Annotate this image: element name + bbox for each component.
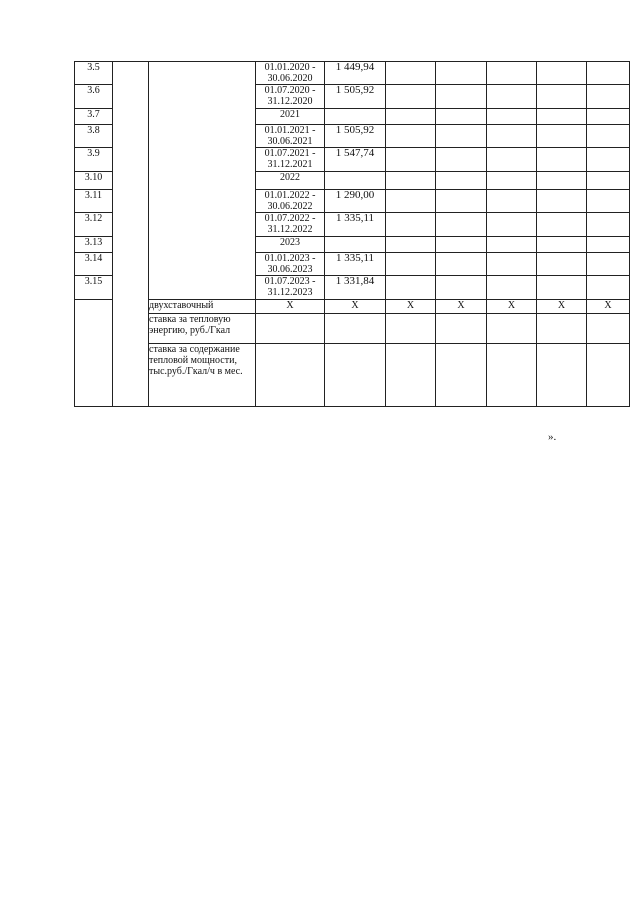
period-cell: 01.01.2020 - 30.06.2020	[256, 62, 325, 85]
x-mark-cell: X	[436, 300, 487, 314]
tariff-value-cell: 1 335,11	[325, 213, 386, 237]
empty-cell	[436, 172, 487, 190]
period-cell: 01.07.2021 - 31.12.2021	[256, 148, 325, 172]
empty-cell	[386, 213, 436, 237]
empty-cell	[587, 85, 630, 109]
row-number: 3.7	[75, 109, 113, 125]
empty-cell	[537, 344, 587, 407]
empty-cell	[436, 148, 487, 172]
empty-cell	[537, 253, 587, 276]
blank-cell	[149, 62, 256, 300]
closing-quote-mark: ».	[548, 431, 557, 443]
empty-cell	[587, 190, 630, 213]
capacity-rate-label: ставка за содержание тепловой мощности, тыс.руб./Гкал/ч в мес.	[149, 344, 256, 407]
x-mark-cell: X	[587, 300, 630, 314]
empty-cell	[587, 172, 630, 190]
empty-cell	[537, 85, 587, 109]
empty-cell	[487, 148, 537, 172]
row-number: 3.5	[75, 62, 113, 85]
empty-cell	[537, 62, 587, 85]
tariff-value-cell: 1 331,84	[325, 276, 386, 300]
x-mark-cell: X	[386, 300, 436, 314]
empty-cell	[436, 213, 487, 237]
empty-cell	[386, 253, 436, 276]
empty-cell	[436, 253, 487, 276]
tariff-value-cell	[325, 109, 386, 125]
empty-cell	[487, 190, 537, 213]
empty-cell	[537, 125, 587, 148]
empty-cell	[436, 109, 487, 125]
empty-cell	[386, 237, 436, 253]
empty-cell	[487, 314, 537, 344]
empty-cell	[386, 344, 436, 407]
empty-cell	[386, 85, 436, 109]
tariff-table-body	[75, 62, 630, 407]
row-number: 3.14	[75, 253, 113, 276]
empty-cell	[537, 237, 587, 253]
x-mark-cell: X	[487, 300, 537, 314]
x-mark-cell: X	[256, 300, 325, 314]
empty-cell	[436, 344, 487, 407]
empty-cell	[537, 109, 587, 125]
period-cell: 01.07.2022 - 31.12.2022	[256, 213, 325, 237]
empty-cell	[386, 125, 436, 148]
empty-cell	[487, 237, 537, 253]
tariff-value-cell	[325, 237, 386, 253]
row-number: 3.13	[75, 237, 113, 253]
empty-cell	[587, 344, 630, 407]
empty-cell	[587, 276, 630, 300]
table-row-energy-rate	[75, 314, 630, 344]
period-cell: 01.07.2023 - 31.12.2023	[256, 276, 325, 300]
two-part-label: двухставочный	[149, 300, 256, 314]
empty-cell	[436, 85, 487, 109]
empty-cell	[587, 148, 630, 172]
empty-cell	[325, 344, 386, 407]
empty-cell	[537, 148, 587, 172]
tariff-value-cell: 1 505,92	[325, 125, 386, 148]
period-cell: 2022	[256, 172, 325, 190]
row-number: 3.10	[75, 172, 113, 190]
row-number: 3.6	[75, 85, 113, 109]
empty-cell	[487, 62, 537, 85]
period-cell: 01.01.2022 - 30.06.2022	[256, 190, 325, 213]
empty-cell	[436, 237, 487, 253]
empty-cell	[436, 276, 487, 300]
empty-cell	[587, 125, 630, 148]
row-number: 3.15	[75, 276, 113, 300]
empty-cell	[386, 148, 436, 172]
tariff-value-cell	[325, 172, 386, 190]
empty-cell	[386, 276, 436, 300]
empty-cell	[436, 314, 487, 344]
empty-cell	[386, 190, 436, 213]
empty-cell	[537, 314, 587, 344]
empty-cell	[436, 62, 487, 85]
empty-cell	[537, 190, 587, 213]
empty-cell	[587, 109, 630, 125]
table-row	[75, 62, 630, 85]
x-mark-cell: X	[325, 300, 386, 314]
empty-cell	[487, 172, 537, 190]
empty-cell	[487, 253, 537, 276]
tariff-value-cell: 1 335,11	[325, 253, 386, 276]
empty-cell	[587, 237, 630, 253]
tariff-value-cell: 1 449,94	[325, 62, 386, 85]
row-number: 3.8	[75, 125, 113, 148]
empty-cell	[386, 109, 436, 125]
row-number: 3.9	[75, 148, 113, 172]
empty-cell	[487, 276, 537, 300]
tariff-value-cell: 1 505,92	[325, 85, 386, 109]
empty-cell	[386, 62, 436, 85]
empty-cell	[587, 314, 630, 344]
empty-cell	[487, 85, 537, 109]
empty-cell	[487, 213, 537, 237]
row-number: 3.12	[75, 213, 113, 237]
energy-rate-label: ставка за тепловую энергию, руб./Гкал	[149, 314, 256, 344]
x-mark-cell: X	[537, 300, 587, 314]
period-cell: 01.07.2020 - 31.12.2020	[256, 85, 325, 109]
period-cell: 2023	[256, 237, 325, 253]
table-row-capacity-rate	[75, 344, 630, 407]
row-number: 3.11	[75, 190, 113, 213]
empty-cell	[487, 109, 537, 125]
empty-cell	[537, 172, 587, 190]
tariff-table	[74, 61, 630, 407]
empty-cell	[436, 190, 487, 213]
empty-cell	[587, 253, 630, 276]
empty-cell	[587, 213, 630, 237]
empty-cell	[256, 344, 325, 407]
empty-cell	[325, 314, 386, 344]
empty-cell	[256, 314, 325, 344]
empty-cell	[487, 125, 537, 148]
tariff-value-cell: 1 290,00	[325, 190, 386, 213]
table-row-two-part	[75, 300, 630, 314]
empty-cell	[587, 62, 630, 85]
period-cell: 2021	[256, 109, 325, 125]
empty-cell	[436, 125, 487, 148]
blank-cell	[75, 300, 113, 407]
blank-cell	[113, 62, 149, 407]
empty-cell	[537, 213, 587, 237]
empty-cell	[386, 172, 436, 190]
period-cell: 01.01.2021 - 30.06.2021	[256, 125, 325, 148]
empty-cell	[386, 314, 436, 344]
period-cell: 01.01.2023 - 30.06.2023	[256, 253, 325, 276]
empty-cell	[537, 276, 587, 300]
tariff-value-cell: 1 547,74	[325, 148, 386, 172]
empty-cell	[487, 344, 537, 407]
